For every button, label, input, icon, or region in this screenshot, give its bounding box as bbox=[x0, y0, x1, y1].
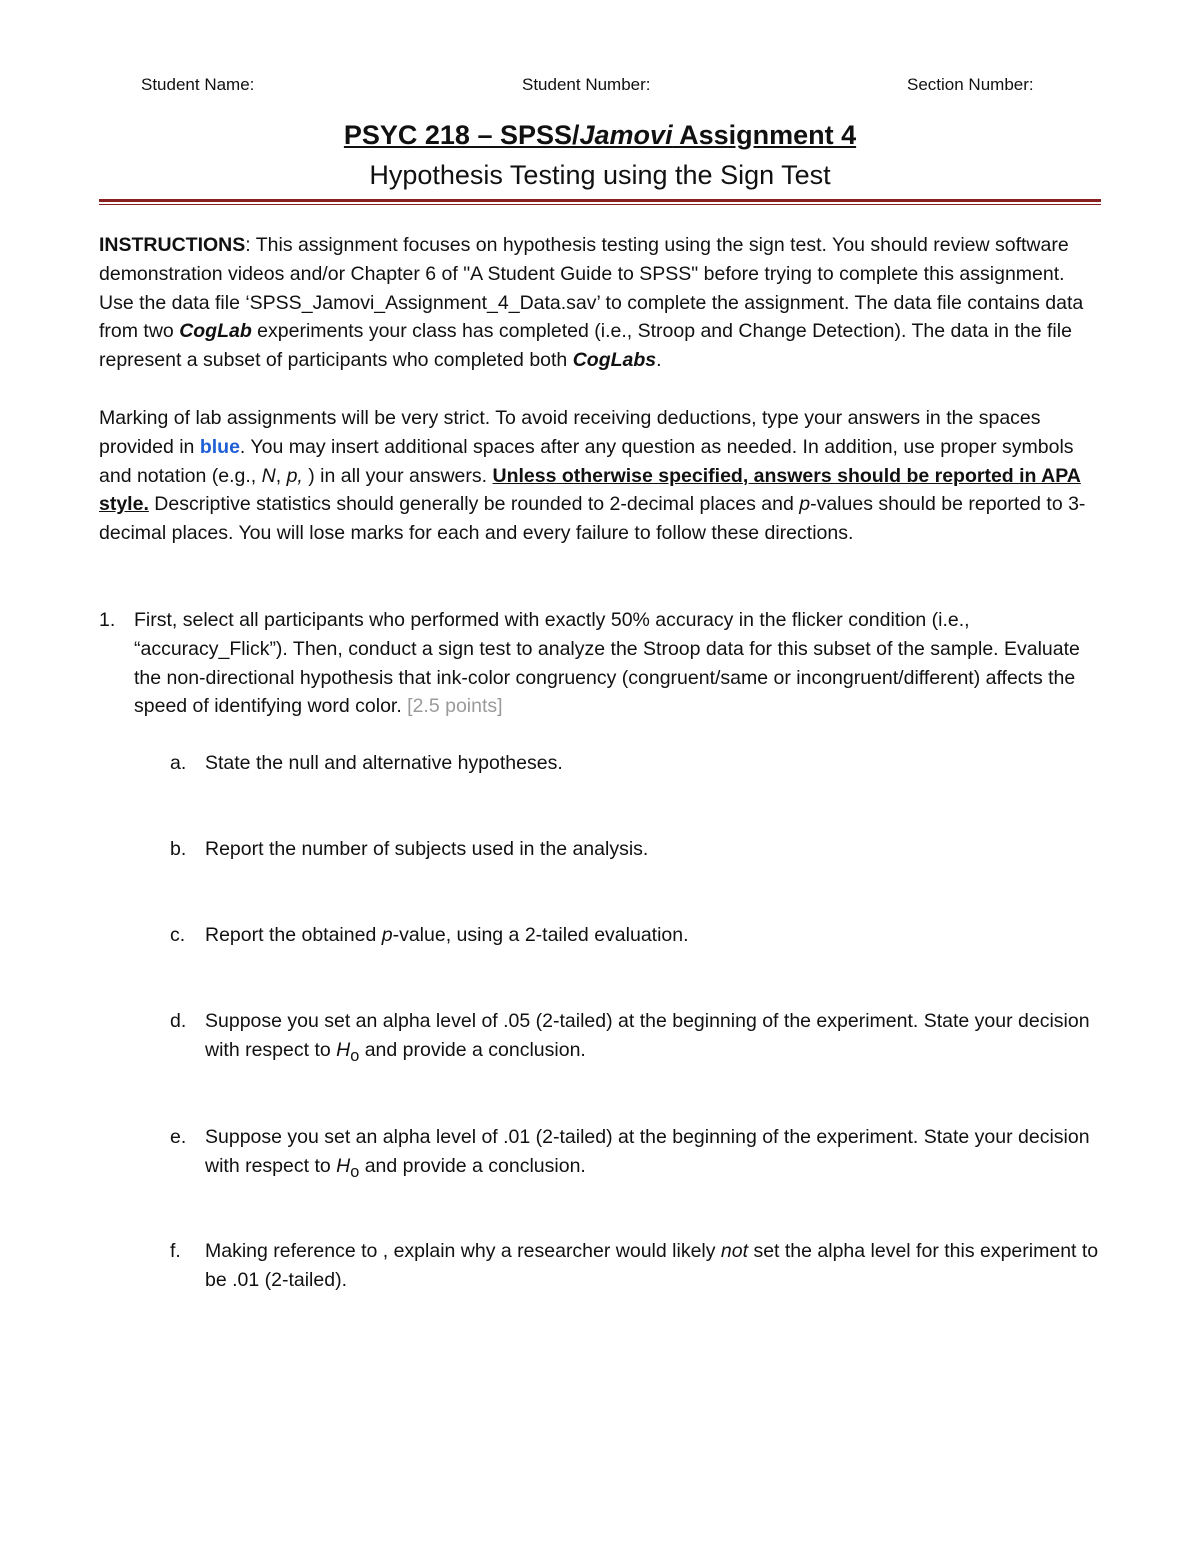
subquestion-text: Report the obtained p-value, using a 2-tailed evaluation. bbox=[205, 924, 689, 946]
subquestion-label: a. bbox=[170, 752, 187, 774]
subquestion-text: Report the number of subjects used in the analysis. bbox=[205, 838, 649, 860]
subquestion-label: f. bbox=[170, 1240, 181, 1262]
subquestion-label: d. bbox=[170, 1010, 187, 1032]
page-title: PSYC 218 – SPSS/Jamovi Assignment 4 bbox=[343, 120, 857, 150]
subquestion-label: e. bbox=[170, 1126, 187, 1148]
subquestion-text: Making reference to , explain why a researcher would likely not set the alpha level for this experiment to be .01 (2-tailed). bbox=[205, 1240, 1099, 1291]
header-rule-thick bbox=[99, 199, 1101, 202]
question-number: 1. bbox=[99, 609, 116, 631]
student-name-label: Student Name: bbox=[141, 75, 255, 94]
subquestion-text: State the null and alternative hypotheses. bbox=[205, 752, 563, 774]
instructions-paragraph: INSTRUCTIONS: This assignment focuses on hypothesis testing using the sign test. You should review software demonstration videos and/or Chapter 6 of "A Student Guide to SPSS" before trying to complete this assignment. Use the data file ‘SPSS_Jamovi_Assignment_4_Data.sav’ to complete the assignment. The data file contains data from two CogLab experiments your class has completed (i.e., Stroop and Change Detection). The data in the file represent a subset of participants who completed both CogLabs. bbox=[99, 234, 1084, 372]
subquestion-label: c. bbox=[170, 924, 186, 946]
subquestion-label: b. bbox=[170, 838, 187, 860]
student-number-label: Student Number: bbox=[522, 75, 651, 94]
page-subtitle: Hypothesis Testing using the Sign Test bbox=[369, 160, 831, 190]
header-rule-thin bbox=[99, 204, 1101, 205]
marking-paragraph: Marking of lab assignments will be very strict. To avoid receiving deductions, type your answers in the spaces provided in blue. You may insert additional spaces after any question as needed. In addition, use proper symbols and notation (e.g., N, p, ) in all your answers. Unless otherwise specified, answers should be reported in APA style. Descriptive statistics should generally be rounded to 2-decimal places and p-values should be reported to 3-decimal places. You will lose marks for each and every failure to follow these directions. bbox=[99, 407, 1086, 545]
subquestion-text: Suppose you set an alpha level of .01 (2-tailed) at the beginning of the experiment. State your decision with respect to $H_o$ and provide a conclusion. bbox=[205, 1126, 1090, 1181]
subquestion-text: Suppose you set an alpha level of .05 (2-tailed) at the beginning of the experiment. State your decision with respect to $H_o$ and provide a conclusion. bbox=[205, 1010, 1090, 1065]
section-number-label: Section Number: bbox=[907, 75, 1034, 94]
question-text: First, select all participants who performed with exactly 50% accuracy in the flicker condition (i.e., “accuracy_Flick”). Then, conduct a sign test to analyze the Stroop data for this subset of the sample. Evaluate the non-directional hypothesis that ink-color congruency (congruent/same or incongruent/different) affects the speed of identifying word color. [2.5 points] bbox=[134, 609, 1080, 718]
